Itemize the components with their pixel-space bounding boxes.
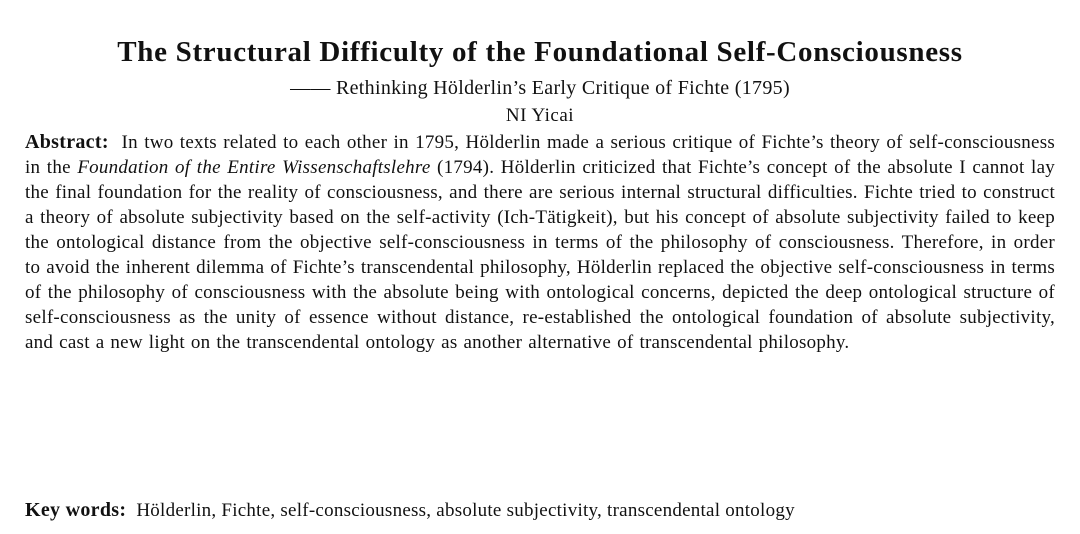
abstract-text-part-1: In two texts related to each other in 1795, Hölderlin made a serious critique of Fichte’s theory of self-consciousness in the (25, 132, 1055, 178)
paper-subtitle: —— Rethinking Hölderlin’s Early Critique of Fichte (1795) (290, 77, 790, 99)
keywords-line (25, 496, 795, 525)
paper-title: The Structural Difficulty of the Foundational Self-Consciousness (117, 36, 963, 68)
paper-page (25, 30, 1056, 521)
keywords-text: Hölderlin, Fichte, self-consciousness, absolute subjectivity, transcendental ontology (136, 500, 795, 521)
cited-work-title: Foundation of the Entire Wissenschaftslehre (77, 157, 431, 178)
author-name: NI Yicai (505, 105, 575, 126)
abstract-paragraph (25, 130, 1055, 355)
abstract-label: Abstract: (25, 131, 109, 153)
abstract-text-part-2: (1794). Hölderlin criticized that Fichte’s concept of the absolute I cannot lay the final foundation for the reality of consciousness, and there are serious internal structural difficulties. Fichte tried to construct a theory of absolute subjectivity based on the self-activity (Ich-Tätigkeit), but his concept of absolute subjectivity failed to keep the ontological distance from the objective self-consciousness in terms of the philosophy of consciousness. Therefore, in order to avoid the inherent dilemma of Fichte’s transcendental philosophy, Hölderlin replaced the objective self-consciousness in terms of the philosophy of consciousness with the absolute being with ontological concerns, depicted the deep ontological structure of self-consciousness as the unity of essence without distance, re-established the ontological foundation of absolute subjectivity, and cast a new light on the transcendental ontology as another alternative of transcendental philosophy. (25, 157, 1056, 353)
keywords-label: Key words: (25, 499, 127, 521)
